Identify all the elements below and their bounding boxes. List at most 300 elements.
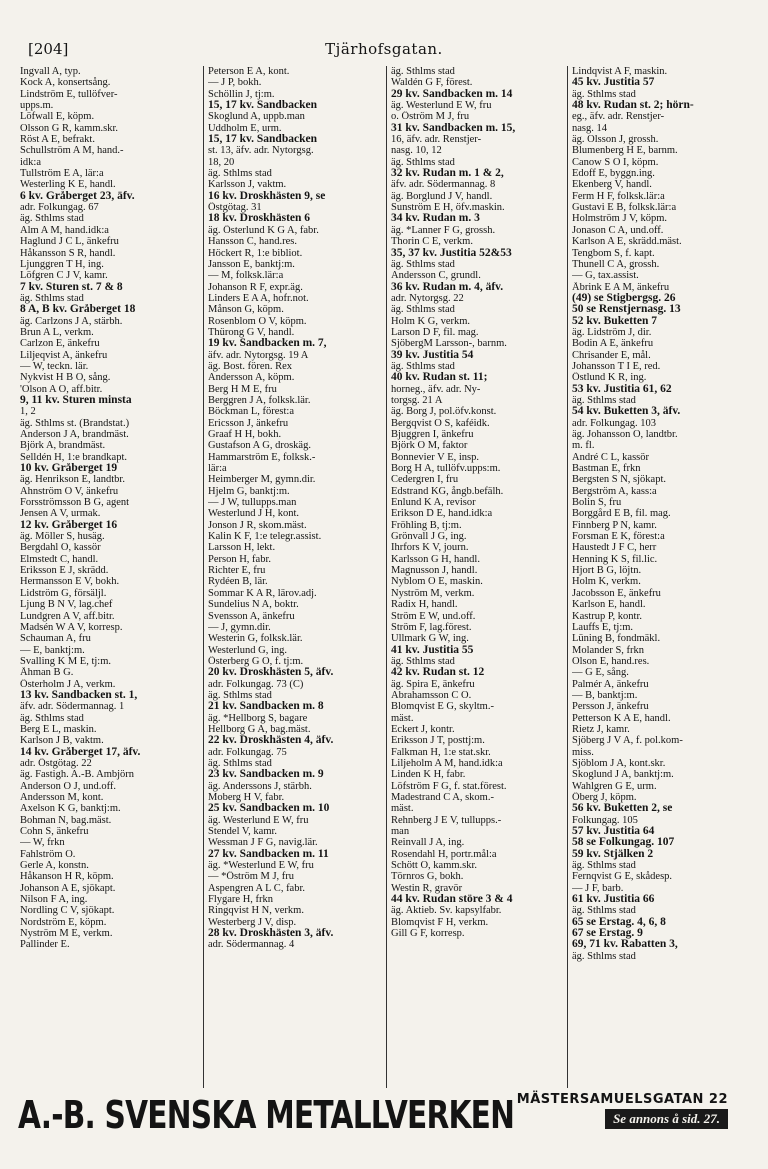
directory-entry: 12 kv. Gråberget 16	[20, 519, 118, 531]
directory-entry: Jonason C A, und.off.	[572, 224, 664, 236]
page-number: [204]	[28, 40, 69, 58]
directory-entry: Richter E, fru	[208, 565, 266, 577]
directory-entry: äg. Borglund J V, handl.	[391, 190, 493, 202]
advertisement-banner	[18, 1090, 730, 1140]
directory-entry: 61 kv. Justitia 66	[572, 894, 655, 906]
directory-entry: äg. Anderssons J, stärbh.	[208, 780, 312, 792]
directory-entry: 22 kv. Droskhästen 4, äfv.	[208, 735, 334, 747]
directory-entry: nasg. 10, 12	[391, 145, 442, 157]
directory-entry: 14 kv. Gråberget 17, äfv.	[20, 746, 141, 758]
directory-entry: Westerling K E, handl.	[20, 179, 116, 191]
directory-entry: Gustavi E B, folksk.lär:a	[572, 202, 677, 214]
directory-entry: Svensson A, änkefru	[208, 610, 295, 622]
directory-entry: Person H, fabr.	[208, 553, 271, 565]
directory-entry: äg. Carlzons J A, stärbh.	[20, 315, 123, 327]
directory-entry: — J P, bokh.	[208, 77, 262, 89]
directory-entry: Madestrand C A, skom.-	[391, 792, 494, 803]
directory-entry: Hjort B G, löjtn.	[572, 565, 642, 577]
directory-entry: äg. Sthlms stad	[208, 689, 272, 701]
directory-entry: 52 kv. Buketten 7	[572, 315, 657, 327]
directory-entry: Cohn S, änkefru	[20, 826, 89, 838]
directory-entry: Bergsten S N, sjökapt.	[572, 474, 667, 486]
directory-entry: Petterson K A E, handl.	[572, 712, 671, 724]
directory-entry: Larsson H, lekt.	[208, 542, 276, 554]
directory-entry: o. Öström M J, fru	[391, 111, 470, 123]
directory-entry: äg. Sthlms stad	[208, 757, 272, 769]
directory-entry: miss.	[572, 746, 594, 758]
directory-entry: — J, gymn.dir.	[208, 621, 271, 633]
directory-entry: Wessman J F G, navig.lär.	[208, 837, 318, 849]
directory-entry: Skoglund A, uppb.man	[208, 111, 305, 123]
directory-entry: Moberg H V, fabr.	[208, 792, 285, 803]
directory-entry: Ferm H F, folksk.lär:a	[572, 190, 665, 202]
advertisement-note: Se annons å sid. 27.	[605, 1109, 728, 1129]
directory-entry: 15, 17 kv. Sandbacken	[208, 100, 317, 112]
directory-entry: Elmstedt C, handl.	[20, 553, 99, 565]
directory-entry: André C L, kassör	[572, 451, 649, 463]
directory-entry: Henning K S, fil.lic.	[572, 553, 658, 565]
directory-entry: Nyström M E, verkm.	[20, 928, 113, 940]
directory-entry: äg. Sthlms stad	[20, 213, 84, 225]
directory-entry: — G, tax.assist.	[572, 270, 639, 282]
directory-column-2	[203, 66, 386, 1088]
directory-entry: äg. *Lanner F G, grossh.	[391, 224, 496, 236]
directory-entry: Rehnberg J E V, tullupps.-	[391, 814, 502, 826]
directory-entry: Westerberg J V, disp.	[208, 916, 297, 928]
directory-entry: Anderson J A, brandmäst.	[20, 429, 129, 440]
directory-entry: Sjöberg J V A, f. pol.kom-	[572, 735, 683, 747]
directory-entry: Ekenberg V, handl.	[572, 179, 652, 191]
directory-entry: äg. Westerlund E W, fru	[208, 814, 309, 826]
directory-entry: Lindqvist A F, maskin.	[572, 66, 668, 77]
directory-entry: Bergström A, kass:a	[572, 485, 657, 497]
directory-entry: Flygare H, frkn	[208, 894, 274, 906]
directory-entry: Ljunggren T H, ing.	[20, 258, 104, 270]
directory-entry: Sundelius N A, boktr.	[208, 599, 299, 611]
directory-entry: Jansson E, banktj:m.	[208, 258, 295, 270]
directory-entry: Lüning B, fondmäkl.	[572, 633, 661, 645]
directory-entry: 29 kv. Sandbacken m. 14	[391, 88, 513, 100]
directory-entry: nasg. 14	[572, 122, 607, 134]
directory-entry: Gill G F, korresp.	[391, 928, 465, 940]
directory-entry: Berggren J A, folksk.lär.	[208, 394, 311, 406]
directory-entry: 44 kv. Rudan störe 3 & 4	[391, 894, 513, 906]
directory-entry: äg. Spira E, änkefru	[391, 678, 475, 690]
directory-entry: Pallinder E.	[20, 939, 70, 951]
directory-entry: 40 kv. Rudan st. 11;	[391, 372, 488, 384]
directory-entry: Tengbom S, f. kapt.	[572, 247, 655, 259]
directory-entry: Haglund J C L, änkefru	[20, 236, 119, 248]
directory-entry: äg. Sthlms stad	[391, 66, 455, 77]
directory-entry: Hammarström E, folksk.-	[208, 451, 316, 463]
directory-entry: idk:a	[20, 156, 41, 168]
directory-entry: 39 kv. Justitia 54	[391, 349, 474, 361]
directory-entry: Johanson A E, sjökapt.	[20, 882, 116, 894]
directory-entry: Johanson R F, expr.äg.	[208, 281, 303, 293]
directory-entry: Karlsson J, vaktm.	[208, 179, 287, 191]
directory-entry: Håkanson H R, köpm.	[20, 871, 114, 883]
directory-entry: 56 kv. Buketten 2, se	[572, 803, 673, 815]
directory-entry: 50 se Renstjernasg. 13	[572, 304, 681, 316]
directory-entry: Ahnström O V, änkefru	[20, 485, 119, 497]
directory-entry: adr. Folkungag. 103	[572, 417, 656, 429]
directory-entry: Österberg G O, f. tj:m.	[208, 655, 304, 667]
directory-entry: Karlson A E, skrädd.mäst.	[572, 236, 682, 248]
directory-entry: Rosendahl H, portr.mål:a	[391, 848, 497, 860]
directory-entry: Jacobsson E, änkefru	[572, 587, 661, 599]
directory-entry: Wahlgren G E, urm.	[572, 780, 657, 792]
directory-entry: Canow S O I, köpm.	[572, 156, 659, 168]
directory-entry: Andersson M, kont.	[20, 792, 104, 803]
directory-entry: äg. Sthlms stad	[208, 168, 272, 180]
directory-entry: horneg., äfv. adr. Ny-	[391, 383, 481, 395]
directory-entry: Anderson O J, und.off.	[20, 780, 117, 792]
directory-entry: Skoglund J A, banktj:m.	[572, 769, 674, 781]
directory-entry: äg. Borg J, pol.öfv.konst.	[391, 406, 497, 418]
directory-entry: 65 se Erstag. 4, 6, 8	[572, 916, 666, 928]
directory-entry: Westerlund G, ing.	[208, 644, 288, 656]
directory-entry: Westerlund J H, kont.	[208, 508, 300, 520]
directory-entry: 28 kv. Droskhästen 3, äfv.	[208, 928, 334, 940]
directory-entry: Borg H A, tullöfv.upps:m.	[391, 463, 501, 475]
directory-entry: Magnusson J, handl.	[391, 565, 478, 577]
directory-entry: Karlsson G H, handl.	[391, 553, 480, 565]
directory-entry: äg. Sthlms stad	[572, 950, 636, 962]
directory-entry: Löfwall E, köpm.	[20, 111, 95, 123]
directory-entry: Schullström A M, hand.-	[20, 145, 124, 157]
directory-entry: Hjelm G, banktj:m.	[208, 485, 290, 497]
directory-entry: Ljung B N V, lag.chef	[20, 599, 113, 611]
directory-entry: 48 kv. Rudan st. 2; hörn-	[572, 100, 694, 112]
directory-entry: Holm K G, verkm.	[391, 315, 471, 327]
directory-entry: Bastman E, frkn	[572, 463, 641, 475]
directory-entry: 45 kv. Justitia 57	[572, 77, 655, 89]
directory-entry: Larson D F, fil. mag.	[391, 326, 479, 338]
directory-entry: äg. Sthlms stad	[391, 156, 455, 168]
directory-entry: Forsströmsson B G, agent	[20, 497, 130, 509]
directory-entry: Berg E L, maskin.	[20, 723, 97, 735]
directory-entry: Holmström J V, köpm.	[572, 213, 668, 225]
directory-entry: Fröhling B, tj:m.	[391, 519, 462, 531]
advertisement-side	[508, 1092, 728, 1129]
directory-entry: — E, banktj:m.	[20, 644, 85, 656]
directory-entry: torgsg. 21 A	[391, 394, 443, 406]
directory-entry: Heimberger M, gymn.dir.	[208, 474, 316, 486]
directory-entry: äg. Henrikson E, landtbr.	[20, 474, 125, 486]
directory-entry: 57 kv. Justitia 64	[572, 826, 655, 838]
directory-entry: Jonson J R, skom.mäst.	[208, 519, 307, 531]
directory-entry: Nilson F A, ing.	[20, 894, 88, 906]
directory-entry: äg. Sthlms stad	[572, 905, 636, 917]
directory-entry: lär:a	[208, 463, 227, 475]
directory-entry: Kock A, konsertsång.	[20, 77, 111, 89]
directory-entry: Bolin S, fru	[572, 497, 622, 509]
directory-entry: Edstrand KG, ångb.befälh.	[391, 485, 504, 497]
directory-entry: 13 kv. Sandbacken st. 1,	[20, 689, 138, 701]
directory-entry: äg. Möller S, husäg.	[20, 531, 105, 543]
directory-entry: Lidström G, försäljl.	[20, 587, 107, 599]
directory-entry: adr. Folkungag. 67	[20, 202, 99, 214]
directory-entry: äg. Sthlms stad	[572, 394, 636, 406]
directory-entry: Abrahamsson C O.	[391, 689, 472, 701]
directory-entry: 67 se Erstag. 9	[572, 928, 643, 940]
directory-entry: äg. Sthlms stad	[391, 655, 455, 667]
directory-entry: Persson J, änkefru	[572, 701, 649, 713]
directory-entry: Höckert R, 1:e bibliot.	[208, 247, 303, 259]
directory-entry: — W, teckn. lär.	[20, 360, 89, 372]
directory-entry: Ericsson J, änkefru	[208, 417, 289, 429]
directory-entry: Liljeqvist A, änkefru	[20, 349, 108, 361]
directory-entry: 25 kv. Sandbacken m. 10	[208, 803, 330, 815]
directory-entry: Hansson C, hand.res.	[208, 236, 297, 248]
page-title: Tjärhofsgatan.	[325, 40, 443, 58]
directory-entry: 9, 11 kv. Sturen minsta	[20, 394, 132, 406]
directory-entry: SjöbergM Larsson-, barnm.	[391, 338, 507, 350]
directory-entry: Palmér A, änkefru	[572, 678, 649, 690]
directory-entry: 8 A, B kv. Gråberget 18	[20, 304, 136, 316]
directory-entry: Nykvist H B O, sång.	[20, 372, 111, 384]
directory-entry: Eriksson E J, skrädd.	[20, 565, 109, 577]
directory-entry: Cedergren I, fru	[391, 474, 459, 486]
directory-entry: äg. Sthlms stad	[572, 88, 636, 100]
directory-entry: äg. *Hellborg S, bagare	[208, 712, 308, 724]
directory-entry: äg. Österlund K G A, fabr.	[208, 224, 319, 236]
directory-entry: Molander S, frkn	[572, 644, 645, 656]
directory-entry: Linders E A A, hofr.not.	[208, 292, 309, 304]
directory-entry: — J F, barb.	[572, 882, 624, 894]
directory-entry: 16 kv. Droskhästen 9, se	[208, 190, 326, 202]
directory-entry: Åhman B G.	[20, 667, 74, 679]
directory-entry: Graaf H H, bokh.	[208, 429, 282, 440]
directory-entry: Bergdahl O, kassör	[20, 542, 101, 554]
directory-entry: Ström E W, und.off.	[391, 610, 476, 622]
directory-entry: Lundgren A V, aff.bitr.	[20, 610, 115, 622]
directory-entry: Hellborg G A, bag.mäst.	[208, 723, 311, 735]
directory-entry: Lindström E, tullöfver-	[20, 88, 118, 100]
advertisement-main-text: A.-B. SVENSKA METALLVERKEN	[18, 1093, 515, 1137]
directory-entry: Sjöblom J A, kont.skr.	[572, 757, 666, 769]
directory-entry: Forsman E K, förest:a	[572, 531, 665, 543]
directory-entry: Brun A L, verkm.	[20, 326, 94, 338]
directory-entry: Östgötag. 31	[208, 202, 262, 214]
directory-entry: Gustafson A G, droskäg.	[208, 440, 311, 452]
directory-entry: (49) se Stigbergsg. 26	[572, 292, 676, 304]
directory-entry: Falkman H, 1:e stat.skr.	[391, 746, 491, 758]
directory-entry: 41 kv. Justitia 55	[391, 644, 474, 656]
directory-entry: Finnberg P N, kamr.	[572, 519, 657, 531]
directory-entry: Sunström E H, öfv.maskin.	[391, 202, 505, 214]
directory-entry: Enlund K A, revisor	[391, 497, 476, 509]
directory-entry: Rosenblom O V, köpm.	[208, 315, 307, 327]
directory-entry: Olsson G R, kamm.skr.	[20, 122, 119, 134]
directory-entry: Thürong G V, handl.	[208, 326, 295, 338]
directory-entry: äg. Sthlms stad	[391, 304, 455, 316]
directory-entry: 6 kv. Gråberget 23, äfv.	[20, 190, 135, 202]
directory-entry: äfv. adr. Nytorgsg. 19 A	[208, 349, 309, 361]
directory-entry: Bonnevier V E, insp.	[391, 451, 479, 463]
directory-entry: Schöllin J, tj:m.	[208, 88, 275, 100]
directory-entry: Berg H M E, fru	[208, 383, 277, 395]
directory-entry: 18 kv. Droskhästen 6	[208, 213, 311, 225]
directory-column-4	[567, 66, 758, 1088]
directory-entry: adr. Södermannag. 4	[208, 939, 295, 951]
directory-entry: 58 se Folkungag. 107	[572, 837, 675, 849]
directory-entry: Tullström E A, lär:a	[20, 168, 104, 180]
directory-entry: Lauffs E, tj:m.	[572, 621, 634, 633]
directory-entry: Schauman A, fru	[20, 633, 91, 645]
directory-entry: äg. Aktieb. Sv. kapsylfabr.	[391, 905, 502, 917]
directory-entry: Uddholm E, urm.	[208, 122, 282, 134]
directory-entry: 59 kv. Stjälken 2	[572, 848, 654, 860]
directory-entry: Haustedt J F C, herr	[572, 542, 657, 554]
directory-entry: Fahlström O.	[20, 848, 76, 860]
directory-entry: Madsén W A V, korresp.	[20, 621, 123, 633]
directory-entry: Bodin A E, änkefru	[572, 338, 654, 350]
directory-entry: — *Öström M J, fru	[208, 871, 295, 883]
directory-entry: 16, äfv. adr. Renstjer-	[391, 134, 482, 146]
directory-entry: äg. Sthlms stad	[20, 292, 84, 304]
directory-entry: Selldén H, 1:e brandkapt.	[20, 451, 128, 463]
directory-entry: Erikson D E, hand.idk:a	[391, 508, 493, 520]
directory-entry: Liljeholm A M, hand.idk:a	[391, 757, 503, 769]
directory-entry: 23 kv. Sandbacken m. 9	[208, 769, 324, 781]
directory-entry: Björk O M, faktor	[391, 440, 468, 452]
directory-entry: adr. Östgötag. 22	[20, 757, 92, 769]
directory-entry: Bohman N, bag.mäst.	[20, 814, 112, 826]
directory-entry: 69, 71 kv. Rabatten 3,	[572, 939, 678, 951]
directory-entry: Ingvall A, typ.	[20, 66, 81, 77]
directory-entry: Månson G, köpm.	[208, 304, 284, 316]
directory-entry: Håkansson S R, handl.	[20, 247, 116, 259]
directory-entry: Thorin C E, verkm.	[391, 236, 473, 248]
directory-entry: 53 kv. Justitia 61, 62	[572, 383, 672, 395]
directory-entry: Karlson J B, vaktm.	[20, 735, 104, 747]
directory-entry: äg. Fastigh. A.-B. Ambjörn	[20, 769, 135, 781]
directory-entry: 27 kv. Sandbacken m. 11	[208, 848, 329, 860]
directory-entry: Österholm J A, verkm.	[20, 678, 116, 690]
directory-entry: 'Olson A O, aff.bitr.	[20, 383, 103, 395]
directory-entry: Hermansson E V, bokh.	[20, 576, 120, 588]
directory-entry: Eriksson J T, posttj:m.	[391, 735, 485, 747]
directory-entry: äg. Bost. fören. Rex	[208, 360, 292, 372]
directory-entry: Ringqvist H N, verkm.	[208, 905, 304, 917]
directory-entry: adr. Nytorgsg. 22	[391, 292, 464, 304]
directory-entry: Nordling C V, sjökapt.	[20, 905, 115, 917]
directory-entry: Andersson C, grundl.	[391, 270, 481, 282]
directory-entry: adr. Folkungag. 75	[208, 746, 287, 758]
directory-entry: Fernqvist G E, skådesp.	[572, 871, 673, 883]
directory-entry: Waldén G F, förest.	[391, 77, 473, 89]
directory-entry: Peterson E A, kont.	[208, 66, 290, 77]
directory-entry: äg. Sthlms stad	[572, 860, 636, 872]
directory-entry: Ihrfors K V, journ.	[391, 542, 469, 554]
directory-entry: 15, 17 kv. Sandbacken	[208, 134, 317, 146]
directory-entry: Blomqvist E G, skyltm.-	[391, 701, 494, 713]
directory-entry: 10 kv. Gråberget 19	[20, 463, 118, 475]
directory-entry: äfv. adr. Södermannag. 1	[20, 701, 125, 713]
directory-entry: Eckert J, kontr.	[391, 723, 455, 735]
directory-entry: — B, banktj:m.	[572, 689, 638, 701]
directory-entry: Björk A, brandmäst.	[20, 440, 106, 452]
directory-entry: Schött O, kamm.skr.	[391, 860, 478, 872]
directory-entry: Alm A M, hand.idk:a	[20, 224, 109, 236]
directory-entry: Kastrup P, kontr.	[572, 610, 643, 622]
directory-entry: 35, 37 kv. Justitia 52&53	[391, 247, 512, 259]
directory-entry: Jensen A V, urmak.	[20, 508, 101, 520]
directory-entry: Stendel V, kamr.	[208, 826, 278, 838]
directory-entry: upps.m.	[20, 100, 54, 112]
directory-entry: Andersson A, köpm.	[208, 372, 295, 384]
directory-entry: äfv. adr. Södermannag. 8	[391, 179, 496, 191]
directory-column-3	[386, 66, 567, 1088]
directory-entry: Holm K, verkm.	[572, 576, 641, 588]
directory-entry: Borggård E B, fil. mag.	[572, 508, 671, 520]
directory-entry: 34 kv. Rudan m. 3	[391, 213, 480, 225]
directory-entry: 21 kv. Sandbacken m. 8	[208, 701, 324, 713]
directory-entry: äg. Sthlms stad	[391, 258, 455, 270]
directory-entry: Nyström M, verkm.	[391, 587, 475, 599]
directory-entry: äg. Westerlund E W, fru	[391, 100, 492, 112]
directory-entry: 31 kv. Sandbacken m. 15,	[391, 122, 516, 134]
directory-entry: mäst.	[391, 712, 414, 724]
directory-entry: 1, 2	[20, 406, 36, 418]
directory-entry: Radix H, handl.	[391, 599, 458, 611]
directory-entry: 7 kv. Sturen st. 7 & 8	[20, 281, 123, 293]
directory-entry: 42 kv. Rudan st. 12	[391, 667, 485, 679]
directory-entry: 36 kv. Rudan m. 4, äfv.	[391, 281, 504, 293]
directory-entry: Ström F, lag.förest.	[391, 621, 472, 633]
directory-entry: Löfström F G, f. stat.förest.	[391, 780, 507, 792]
directory-entry: Aspengren A L C, fabr.	[208, 882, 306, 894]
directory-entry: 32 kv. Rudan m. 1 & 2,	[391, 168, 504, 180]
directory-entry: Johansson T I E, red.	[572, 360, 661, 372]
directory-entry: mäst.	[391, 803, 414, 815]
directory-entry: 19 kv. Sandbacken m. 7,	[208, 338, 327, 350]
directory-entry: Röst A E, befrakt.	[20, 134, 95, 146]
directory-entry: Törnros G, bokh.	[391, 871, 464, 883]
directory-entry: Rydéen B, lär.	[208, 576, 268, 588]
directory-entry: Axelson K G, banktj:m.	[20, 803, 121, 815]
directory-entry: Böckman L, förest:a	[208, 406, 295, 418]
directory-entry: Öberg J, köpm.	[572, 792, 637, 803]
directory-entry: Olson E, hand.res.	[572, 655, 650, 667]
directory-entry: Bjuggren I, änkefru	[391, 429, 474, 440]
directory-entry: Blumenberg H E, barnm.	[572, 145, 678, 157]
directory-entry: Reinvall J A, ing.	[391, 837, 465, 849]
advertisement-address: MÄSTERSAMUELSGATAN 22	[516, 1092, 728, 1107]
directory-entry: Ullmark G W, ing.	[391, 633, 469, 645]
directory-entry: Östlund K R, ing.	[572, 372, 647, 384]
directory-entry: Gerle A, konstn.	[20, 860, 89, 872]
directory-entry: Carlzon E, änkefru	[20, 338, 100, 350]
directory-entry: äg. Lidström J, dir.	[572, 326, 652, 338]
directory-entry: 20 kv. Droskhästen 5, äfv.	[208, 667, 334, 679]
directory-entry: 54 kv. Buketten 3, äfv.	[572, 406, 681, 418]
directory-entry: Linden K H, fabr.	[391, 769, 466, 781]
directory-entry: Åbrink E A M, änkefru	[572, 281, 670, 293]
directory-entry: Westin R, gravör	[391, 882, 463, 894]
directory-entry: Grönvall J G, ing.	[391, 531, 467, 543]
directory-entry: Edoff E, byggn.ing.	[572, 168, 655, 180]
directory-entry: äg. Johansson O, landtbr.	[572, 429, 678, 440]
page-header	[0, 40, 768, 62]
directory-entry: Löfgren C J V, kamr.	[20, 270, 108, 282]
directory-entry: Rietz J, kamr.	[572, 723, 630, 735]
directory-entry: Kalin K F, 1:e telegr.assist.	[208, 531, 322, 543]
directory-entry: m. fl.	[572, 440, 595, 452]
directory-entry: äg. Sthlms st. (Brandstat.)	[20, 417, 130, 429]
directory-entry: — W, frkn	[20, 837, 65, 849]
